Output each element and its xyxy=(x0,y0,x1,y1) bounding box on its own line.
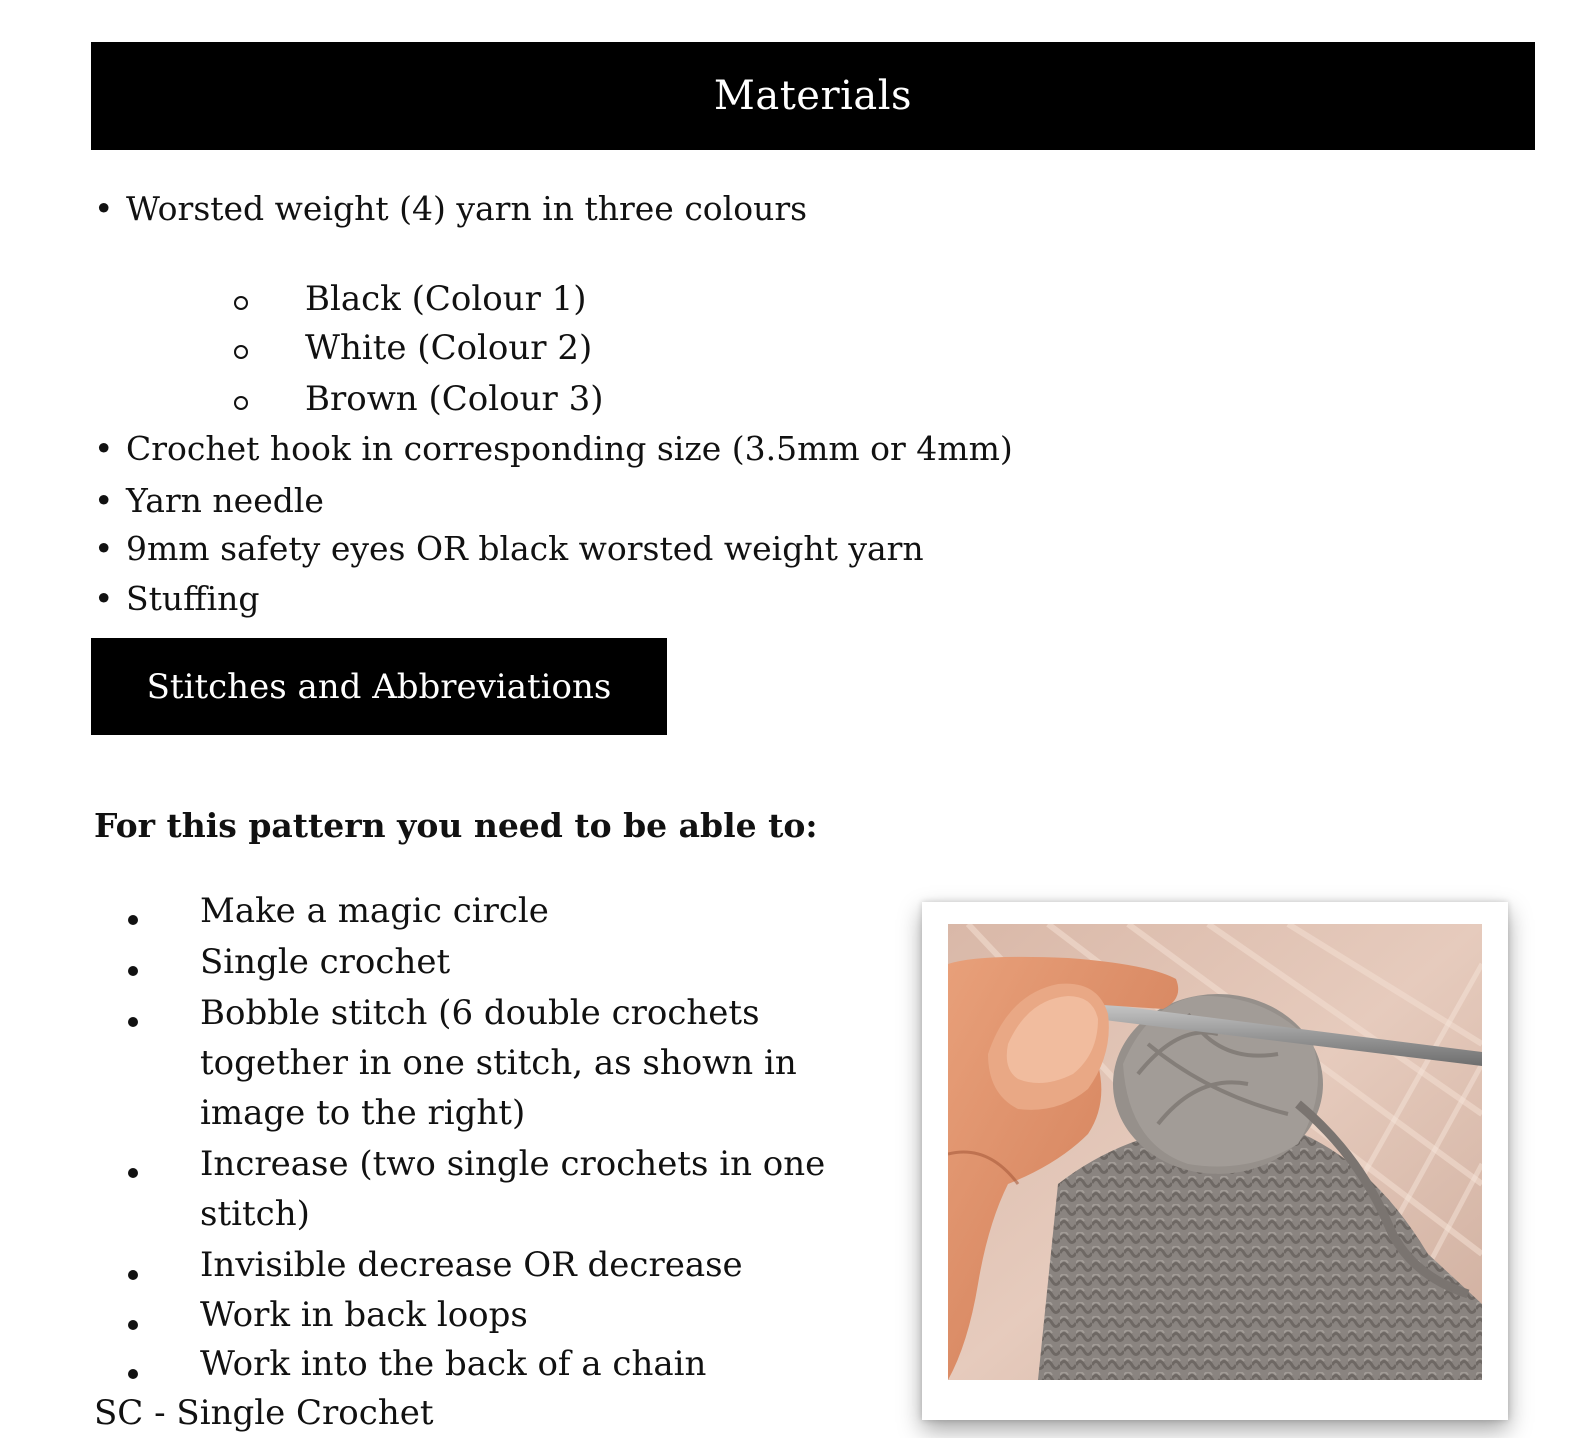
skill-line: together in one stitch, as shown in xyxy=(200,1043,797,1083)
bullet-icon xyxy=(128,1168,138,1178)
skill-item xyxy=(200,1290,528,1340)
bobble-stitch-illustration xyxy=(948,924,1482,1380)
bobble-stitch-photo xyxy=(948,924,1482,1380)
skill-line: Work into the back of a chain xyxy=(200,1344,707,1384)
materials-item xyxy=(94,189,808,228)
bullet-icon: • xyxy=(94,429,114,468)
materials-item xyxy=(94,481,324,520)
bobble-stitch-photo-frame xyxy=(922,902,1508,1420)
skill-line: Work in back loops xyxy=(200,1295,528,1335)
bullet-icon: • xyxy=(94,189,114,228)
yarn-colour-item: Brown (Colour 3) xyxy=(305,379,604,419)
skill-line: stitch) xyxy=(200,1194,310,1234)
materials-item-text: 9mm safety eyes OR black worsted weight yarn xyxy=(126,529,924,568)
skill-line: Make a magic circle xyxy=(200,891,549,931)
bullet-icon xyxy=(128,1320,138,1330)
materials-item-text: Worsted weight (4) yarn in three colours xyxy=(126,189,808,228)
skill-item xyxy=(200,1240,743,1290)
bullet-icon xyxy=(128,966,138,976)
materials-heading-text: Materials xyxy=(713,73,913,119)
skill-line: Bobble stitch (6 double crochets xyxy=(200,993,760,1033)
bullet-icon xyxy=(128,915,138,925)
skill-line: Invisible decrease OR decrease xyxy=(200,1245,743,1285)
bullet-icon xyxy=(128,1270,138,1280)
stitches-heading-text: Stitches and Abbreviations xyxy=(146,666,612,707)
skills-intro: For this pattern you need to be able to: xyxy=(94,806,818,845)
hollow-circle-icon xyxy=(234,296,248,310)
skill-line: Increase (two single crochets in one xyxy=(200,1144,826,1184)
stitches-heading xyxy=(91,638,667,735)
bullet-icon: • xyxy=(94,529,114,568)
skill-item xyxy=(200,988,797,1138)
yarn-colour-item: Black (Colour 1) xyxy=(305,279,587,319)
materials-item-text: Stuffing xyxy=(126,579,260,618)
bullet-icon xyxy=(128,1017,138,1027)
materials-item xyxy=(94,429,1013,468)
materials-heading xyxy=(91,42,1535,150)
skill-line: Single crochet xyxy=(200,942,451,982)
materials-item xyxy=(94,579,260,618)
skill-item xyxy=(200,937,450,987)
materials-item-text: Yarn needle xyxy=(126,481,324,520)
hollow-circle-icon xyxy=(234,345,248,359)
bullet-icon xyxy=(128,1369,138,1379)
skill-item xyxy=(200,886,549,936)
bullet-icon: • xyxy=(94,481,114,520)
skill-line: image to the right) xyxy=(200,1093,526,1133)
materials-item-text: Crochet hook in corresponding size (3.5mm or 4mm) xyxy=(126,429,1013,468)
abbreviation-sc: SC - Single Crochet xyxy=(94,1393,434,1433)
bullet-icon: • xyxy=(94,579,114,618)
hollow-circle-icon xyxy=(234,396,248,410)
materials-item xyxy=(94,529,924,568)
skill-item xyxy=(200,1139,825,1239)
yarn-colour-item: White (Colour 2) xyxy=(305,328,593,368)
skill-item xyxy=(200,1339,706,1389)
